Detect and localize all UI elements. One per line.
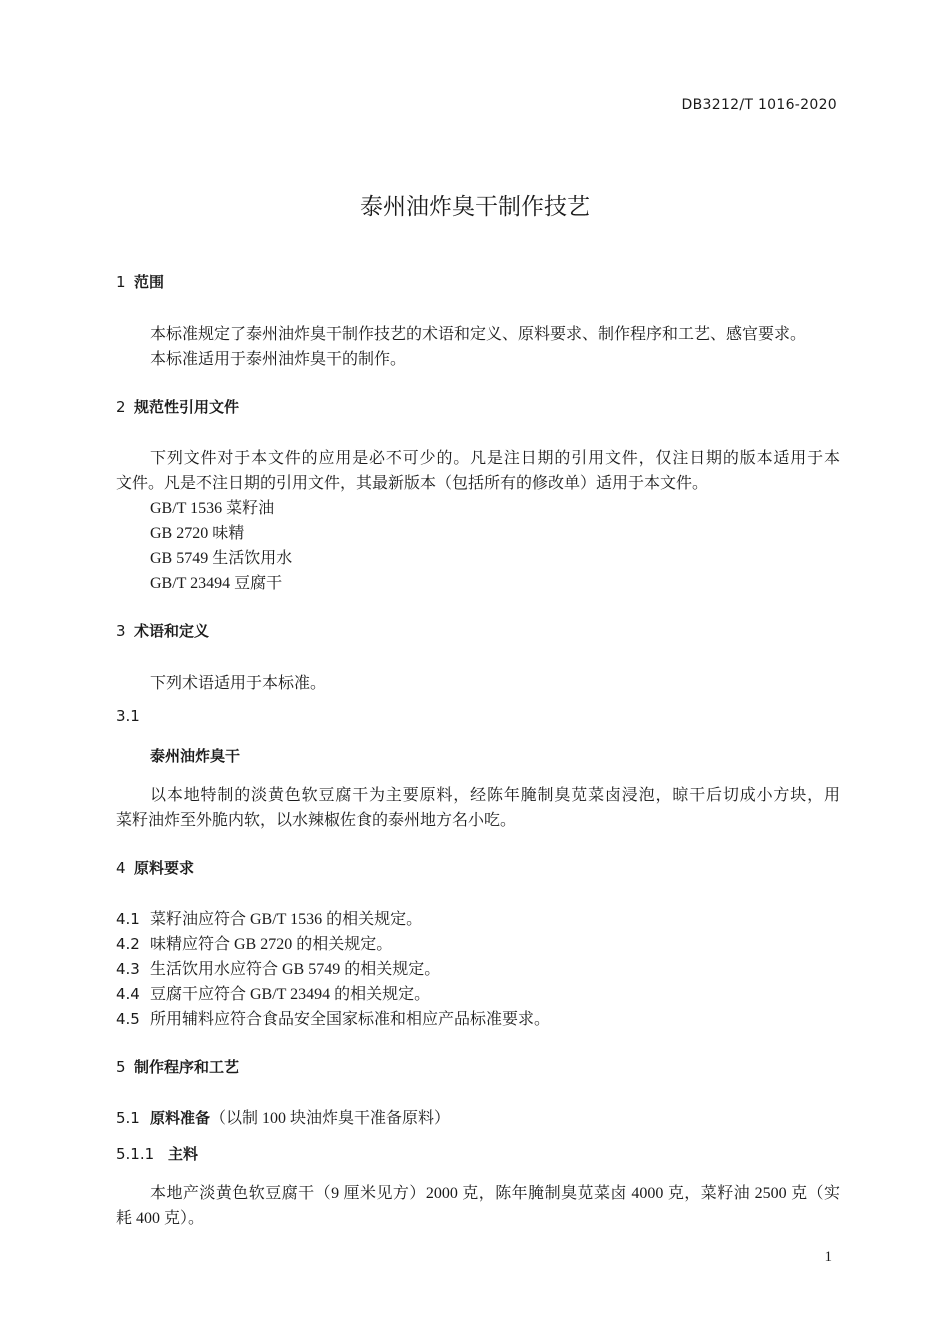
reference-item: GB/T 23494 豆腐干 — [150, 575, 283, 592]
subsection-number: 5.1.1 — [116, 1145, 155, 1163]
clause-4-4 — [116, 981, 430, 1004]
clause-4-5 — [116, 1006, 550, 1029]
clause-4-3 — [116, 956, 440, 979]
subsection-5-1-1-heading — [116, 1143, 198, 1164]
reference-item: GB 5749 生活饮用水 — [150, 550, 293, 567]
clause-4-2 — [116, 931, 392, 954]
subsection-title: 原料准备 — [150, 1109, 211, 1127]
clause-text: 豆腐干应符合 GB/T 23494 的相关规定。 — [150, 986, 431, 1003]
subsection-note: （以制 100 块油炸臭干准备原料） — [210, 1110, 451, 1127]
clause-text: 菜籽油应符合 GB/T 1536 的相关规定。 — [150, 911, 423, 928]
clause-number: 4.3 — [116, 960, 140, 978]
section-title: 制作程序和工艺 — [134, 1058, 240, 1076]
section-number: 5 — [116, 1058, 126, 1076]
page-number: 1 — [824, 1249, 832, 1265]
section-1-heading — [116, 271, 164, 292]
section-number: 2 — [116, 398, 126, 416]
section-title: 原料要求 — [134, 859, 195, 877]
subsection-title: 主料 — [168, 1145, 199, 1163]
subsection-number: 5.1 — [116, 1109, 140, 1127]
paragraph-line: 耗 400 克）。 — [116, 1210, 205, 1227]
term-name: 泰州油炸臭干 — [150, 747, 241, 765]
section-number: 3 — [116, 622, 126, 640]
paragraph-line: 下列文件对于本文件的应用是必不可少的。凡是注日期的引用文件，仅注日期的版本适用于本 — [150, 450, 840, 467]
section-title: 术语和定义 — [134, 622, 210, 640]
section-5-heading — [116, 1056, 239, 1077]
clause-text: 味精应符合 GB 2720 的相关规定。 — [150, 936, 393, 953]
clause-4-1 — [116, 906, 422, 929]
clause-number: 4.1 — [116, 910, 140, 928]
definition-line: 以本地特制的淡黄色软豆腐干为主要原料，经陈年腌制臭苋菜卤浸泡，晾干后切成小方块，用 — [150, 787, 840, 804]
definition-line: 菜籽油炸至外脆内软，以水辣椒佐食的泰州地方名小吃。 — [116, 812, 517, 829]
clause-text: 生活饮用水应符合 GB 5749 的相关规定。 — [150, 961, 441, 978]
section-4-heading — [116, 857, 194, 878]
paragraph: 本标准适用于泰州油炸臭干的制作。 — [150, 351, 407, 368]
document-code: DB3212/T 1016-2020 — [681, 97, 837, 113]
paragraph: 下列术语适用于本标准。 — [150, 675, 327, 692]
section-number: 1 — [116, 273, 126, 291]
paragraph-line: 本地产淡黄色软豆腐干（9 厘米见方）2000 克，陈年腌制臭苋菜卤 4000 克，菜籽油 2500 克（实 — [150, 1185, 840, 1202]
clause-number: 4.2 — [116, 935, 140, 953]
reference-item: GB 2720 味精 — [150, 525, 245, 542]
reference-item: GB/T 1536 菜籽油 — [150, 500, 275, 517]
paragraph: 本标准规定了泰州油炸臭干制作技艺的术语和定义、原料要求、制作程序和工艺、感官要求。 — [150, 326, 807, 343]
clause-text: 所用辅料应符合食品安全国家标准和相应产品标准要求。 — [150, 1011, 551, 1028]
section-2-heading — [116, 396, 239, 417]
paragraph-line: 文件。凡是不注日期的引用文件，其最新版本（包括所有的修改单）适用于本文件。 — [116, 475, 709, 492]
section-title: 规范性引用文件 — [134, 398, 240, 416]
section-title: 范围 — [134, 273, 165, 291]
clause-number: 4.5 — [116, 1010, 140, 1028]
section-3-heading — [116, 620, 209, 641]
subsection-number: 3.1 — [116, 707, 140, 725]
subsection-5-1-heading — [116, 1105, 450, 1128]
section-number: 4 — [116, 859, 126, 877]
clause-number: 4.4 — [116, 985, 140, 1003]
document-title: 泰州油炸臭干制作技艺 — [360, 194, 590, 220]
